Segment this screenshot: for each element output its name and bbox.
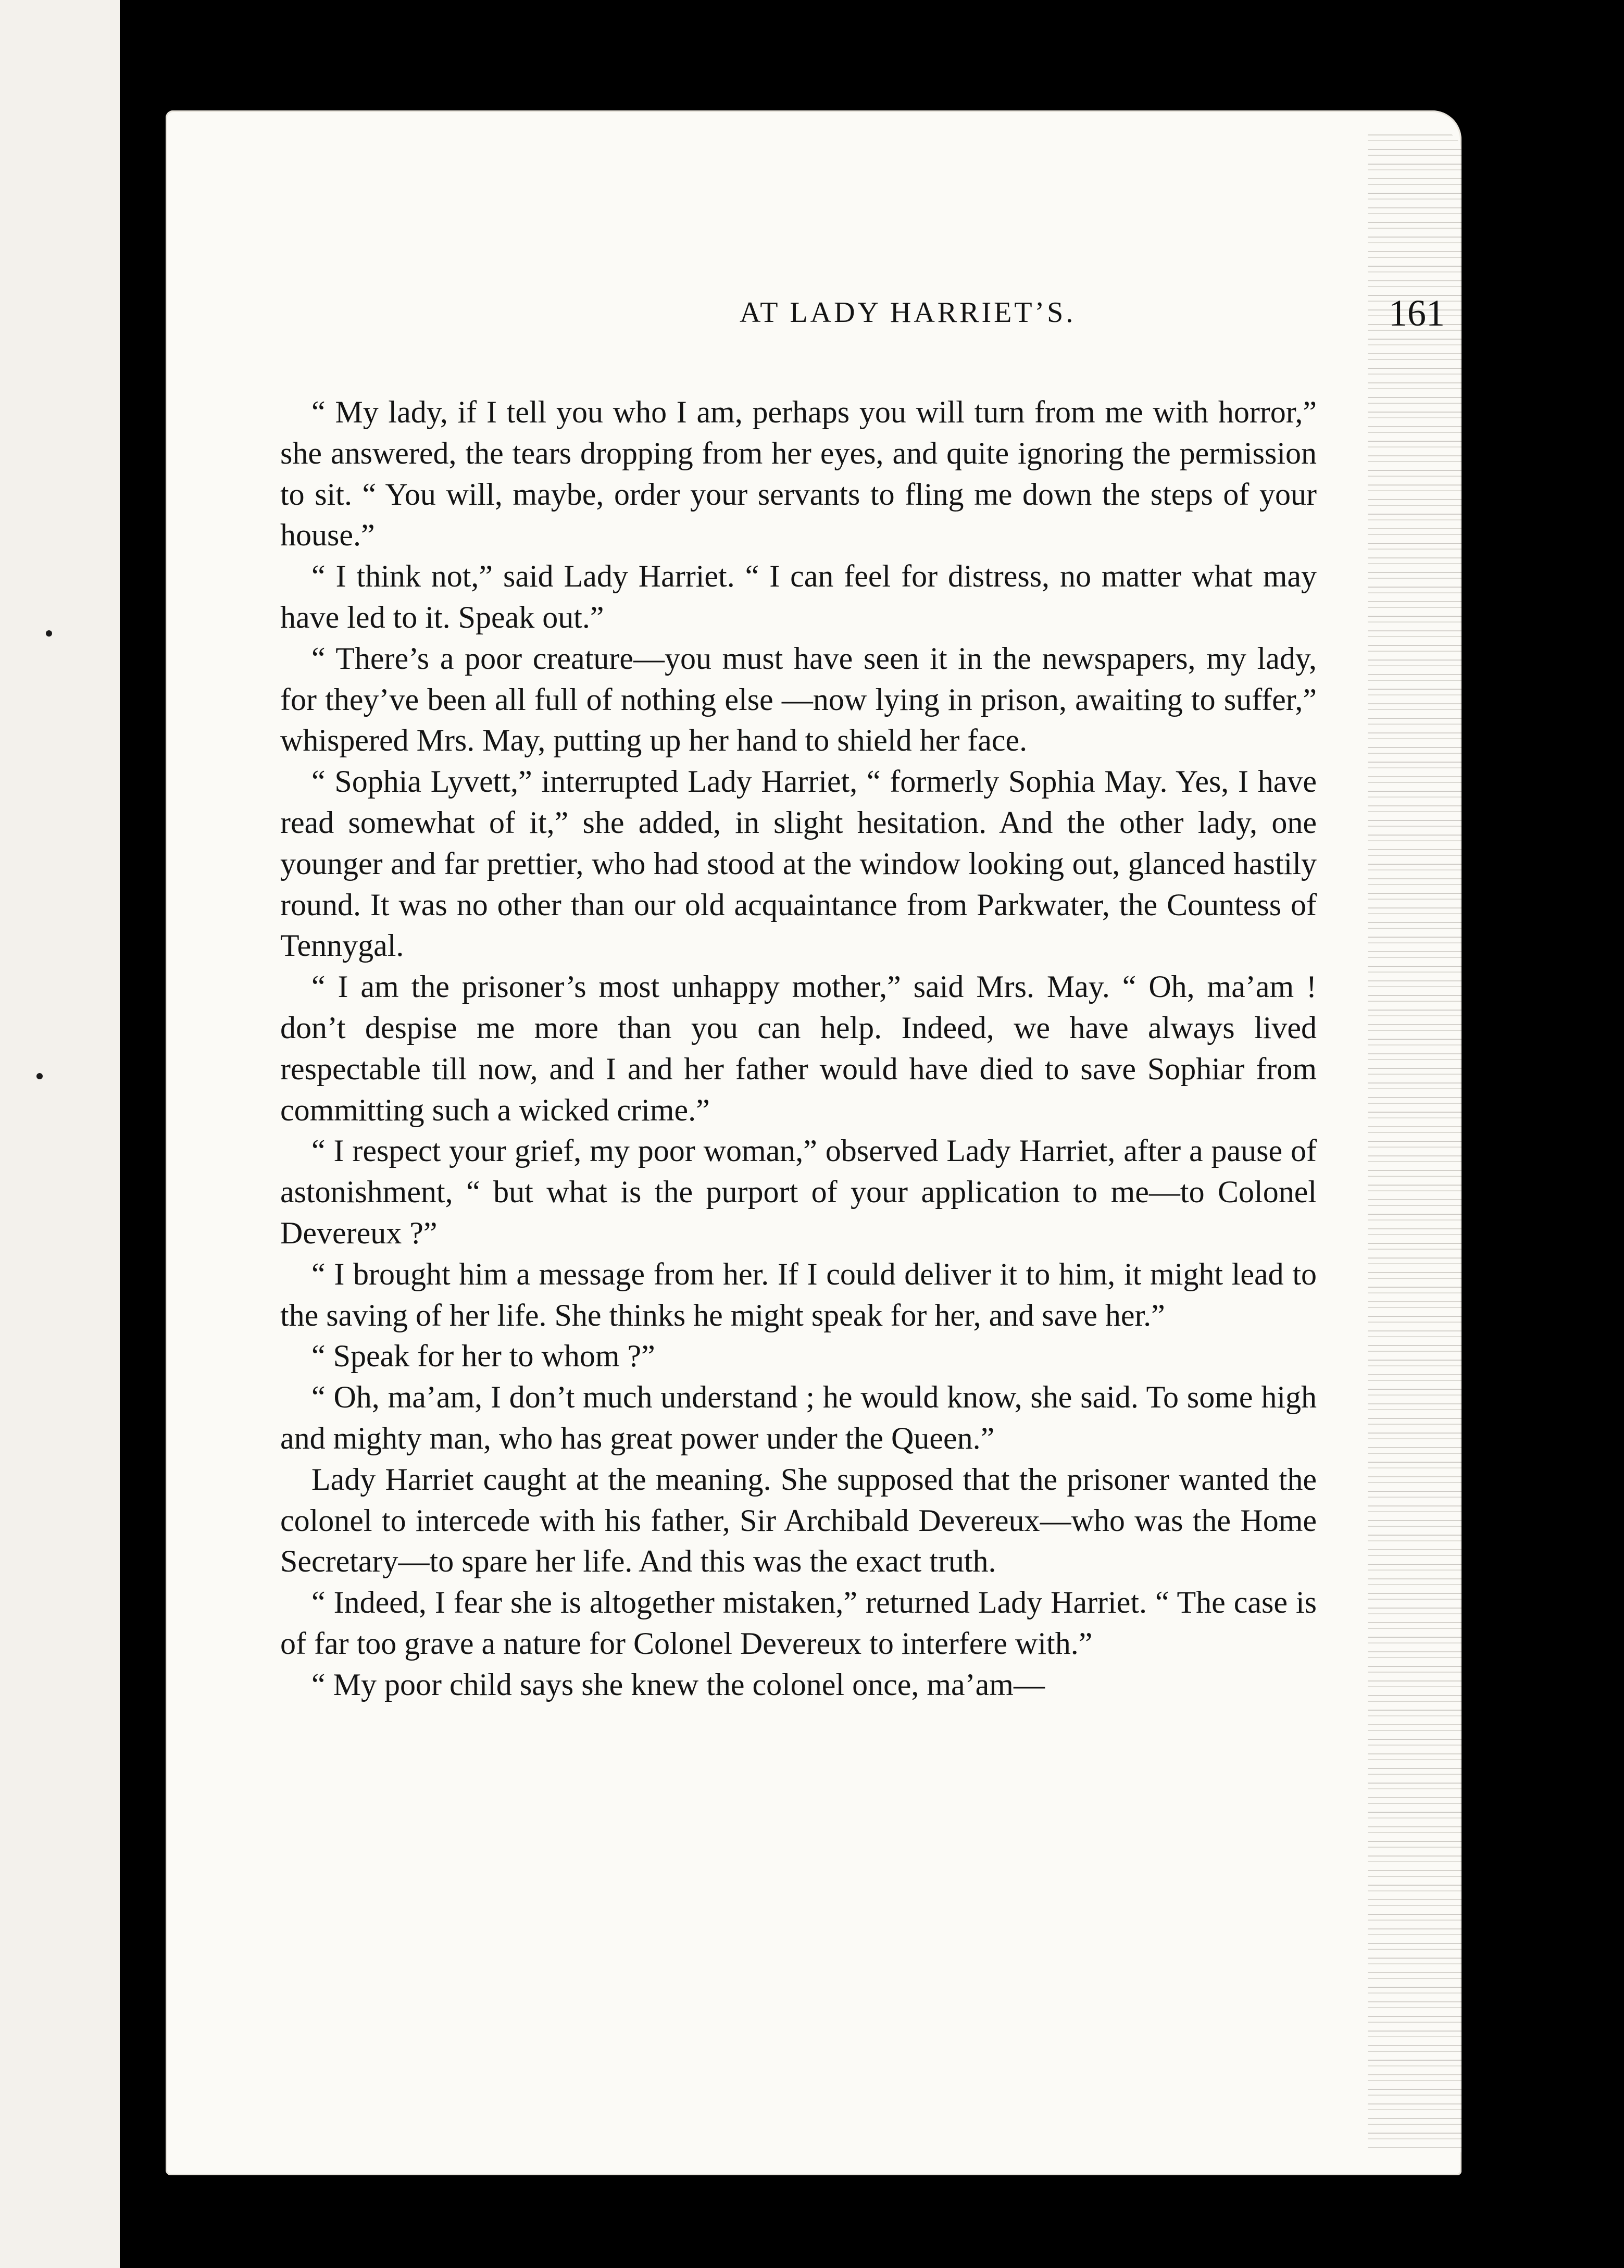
body-text [280,392,1317,1705]
book-page [166,110,1461,2175]
facing-page-strip [0,0,120,2268]
paragraph: “ Speak for her to whom ?” [311,1339,655,1374]
paragraph: “ There’s a poor creature—you must have seen it in the newspapers, my lady, for they’ve been all full of nothing else —now lying in prison, awaiting to suffer,” whispered Mrs. May, putting up her hand to shield her face. [280,641,1317,758]
page-fore-edge [1368,131,1461,2152]
page-number: 161 [1389,292,1445,334]
page-header [364,292,1445,348]
paragraph: “ My poor child says she knew the colonel once, ma’am— [311,1667,1045,1702]
paragraph: “ I am the prisoner’s most unhappy mother,” said Mrs. May. “ Oh, ma’am ! don’t despise me more than you can help. Indeed, we have always lived respectable till now, and I and her father would have died to save Sophiar from committing such a wicked crime.” [280,969,1317,1127]
paragraph: “ My lady, if I tell you who I am, perhaps you will turn from me with horror,” she answered, the tears dropping from her eyes, and quite ignoring the permission to sit. “ You will, maybe, order your servants to fling me down the steps of your house.” [280,395,1317,553]
paragraph: “ I brought him a message from her. If I could deliver it to him, it might lead to the saving of her life. She thinks he might speak for her, and save her.” [280,1256,1317,1332]
running-head: AT LADY HARRIET’S. [740,296,1076,329]
paragraph: “ Indeed, I fear she is altogether mistaken,” returned Lady Harriet. “ The case is of far too grave a nature for Colonel Devereux to interfere with.” [280,1585,1317,1661]
paragraph: “ I think not,” said Lady Harriet. “ I can feel for distress, no matter what may have led to it. Speak out.” [280,559,1317,634]
paragraph: “ Sophia Lyvett,” interrupted Lady Harriet, “ formerly Sophia May. Yes, I have read somewhat of it,” she added, in slight hesitation. And the other lady, one younger and far prettier, who had stood at the window looking out, glanced hastily round. It was no other than our old acquaintance from Parkwater, the Countess of Tennygal. [280,764,1317,963]
paragraph: “ I respect your grief, my poor woman,” observed Lady Harriet, after a pause of astonishment, “ but what is the purport of your application to me—to Colonel Devereux ?” [280,1133,1317,1250]
margin-speck [46,630,52,637]
paragraph: “ Oh, ma’am, I don’t much understand ; he would know, she said. To some high and mighty man, who has great power under the Queen.” [280,1380,1317,1455]
margin-speck [36,1073,43,1079]
paragraph: Lady Harriet caught at the meaning. She supposed that the prisoner wanted the colonel to intercede with his father, Sir Archibald Devereux—who was the Home Secretary—to spare her life. And this was the exact truth. [280,1462,1317,1579]
